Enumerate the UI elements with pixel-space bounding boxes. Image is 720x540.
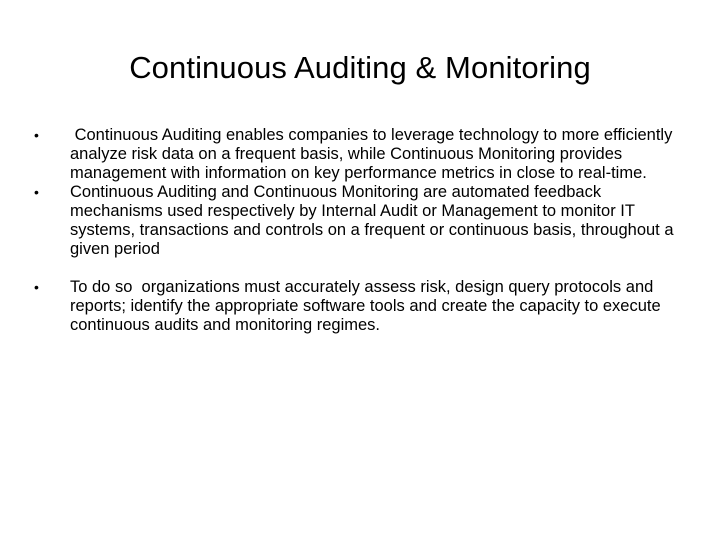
bullet-icon: • [34,279,39,295]
bullet-item [34,126,684,183]
bullet-icon: • [34,184,39,200]
slide-title: Continuous Auditing & Monitoring [129,50,591,85]
bullet-text: Continuous Auditing enables companies to leverage technology to more efficiently analyze risk data on a frequent basis, while Continuous Monitoring provides management with information on key performance metrics in close to real-time. [70,126,677,182]
bullet-list [34,126,684,335]
bullet-item [34,278,684,335]
bullet-text: To do so organizations must accurately assess risk, design query protocols and reports; identify the appropriate software tools and create the capacity to execute continuous audits and monitoring regimes. [70,278,666,334]
bullet-item [34,183,684,259]
bullet-text: Continuous Auditing and Continuous Monitoring are automated feedback mechanisms used respectively by Internal Audit or Management to monitor IT systems, transactions and controls on a frequent or continuous basis, throughout a given period [70,183,679,258]
bullet-icon: • [34,127,39,143]
